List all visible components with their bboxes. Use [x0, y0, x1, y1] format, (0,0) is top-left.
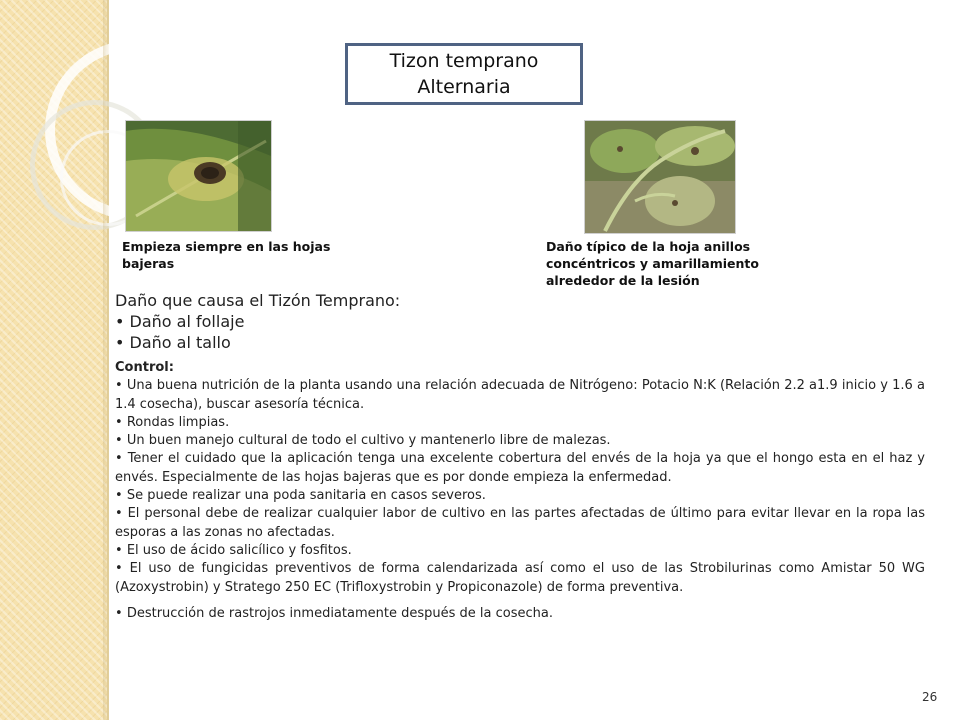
- control-item: • El personal debe de realizar cualquier labor de cultivo en las partes afectadas de último para evitar llevar en la ropa las esporas a las zonas no afectadas.: [115, 505, 925, 542]
- damage-item: • Daño al follaje: [115, 311, 515, 332]
- decorative-side-band: [0, 0, 109, 720]
- slide-title-line2: Alternaria: [417, 76, 511, 98]
- control-list: [115, 377, 925, 623]
- control-item: • Destrucción de rastrojos inmediatamente después de la cosecha.: [115, 605, 925, 623]
- right-photo-caption: Daño típico de la hoja anillos concéntricos y amarillamiento alrededor de la lesión: [546, 239, 759, 288]
- damage-list: [115, 311, 515, 353]
- control-item: • Se puede realizar una poda sanitaria en casos severos.: [115, 487, 925, 505]
- control-item: • El uso de ácido salicílico y fosfitos.: [115, 542, 925, 560]
- control-item: • Un buen manejo cultural de todo el cultivo y mantenerlo libre de malezas.: [115, 432, 925, 450]
- control-item: • Tener el cuidado que la aplicación tenga una excelente cobertura del envés de la hoja ya que el hongo esta en el haz y envés. Especialmente de las hojas bajeras que es por donde empieza la enfermedad.: [115, 450, 925, 487]
- control-item: • Una buena nutrición de la planta usando una relación adecuada de Nitrógeno: Potacio N:K (Relación 2.2 a1.9 inicio y 1.6 a 1.4 cosecha), buscar asesoría técnica.: [115, 377, 925, 414]
- leaf-lesion-photo: [125, 120, 272, 232]
- damage-item: • Daño al tallo: [115, 332, 515, 353]
- control-item: • El uso de fungicidas preventivos de forma calendarizada así como el uso de las Strobilurinas como Amistar 50 WG (Azoxystrobin) y Stratego 250 EC (Trifloxystrobin y Propiconazole) de forma preventiva.: [115, 560, 925, 597]
- slide-title-box: [345, 43, 583, 105]
- concentric-rings-photo: [584, 120, 736, 234]
- page-number: 26: [922, 690, 938, 704]
- control-heading: Control:: [115, 360, 174, 375]
- damage-section: [115, 290, 515, 353]
- left-photo-caption: Empieza siempre en las hojas bajeras: [122, 239, 331, 271]
- control-section: [115, 359, 925, 623]
- control-item: • Rondas limpias.: [115, 414, 925, 432]
- slide-title-line1: Tizon temprano: [389, 50, 539, 72]
- damage-heading: Daño que causa el Tizón Temprano:: [115, 291, 401, 310]
